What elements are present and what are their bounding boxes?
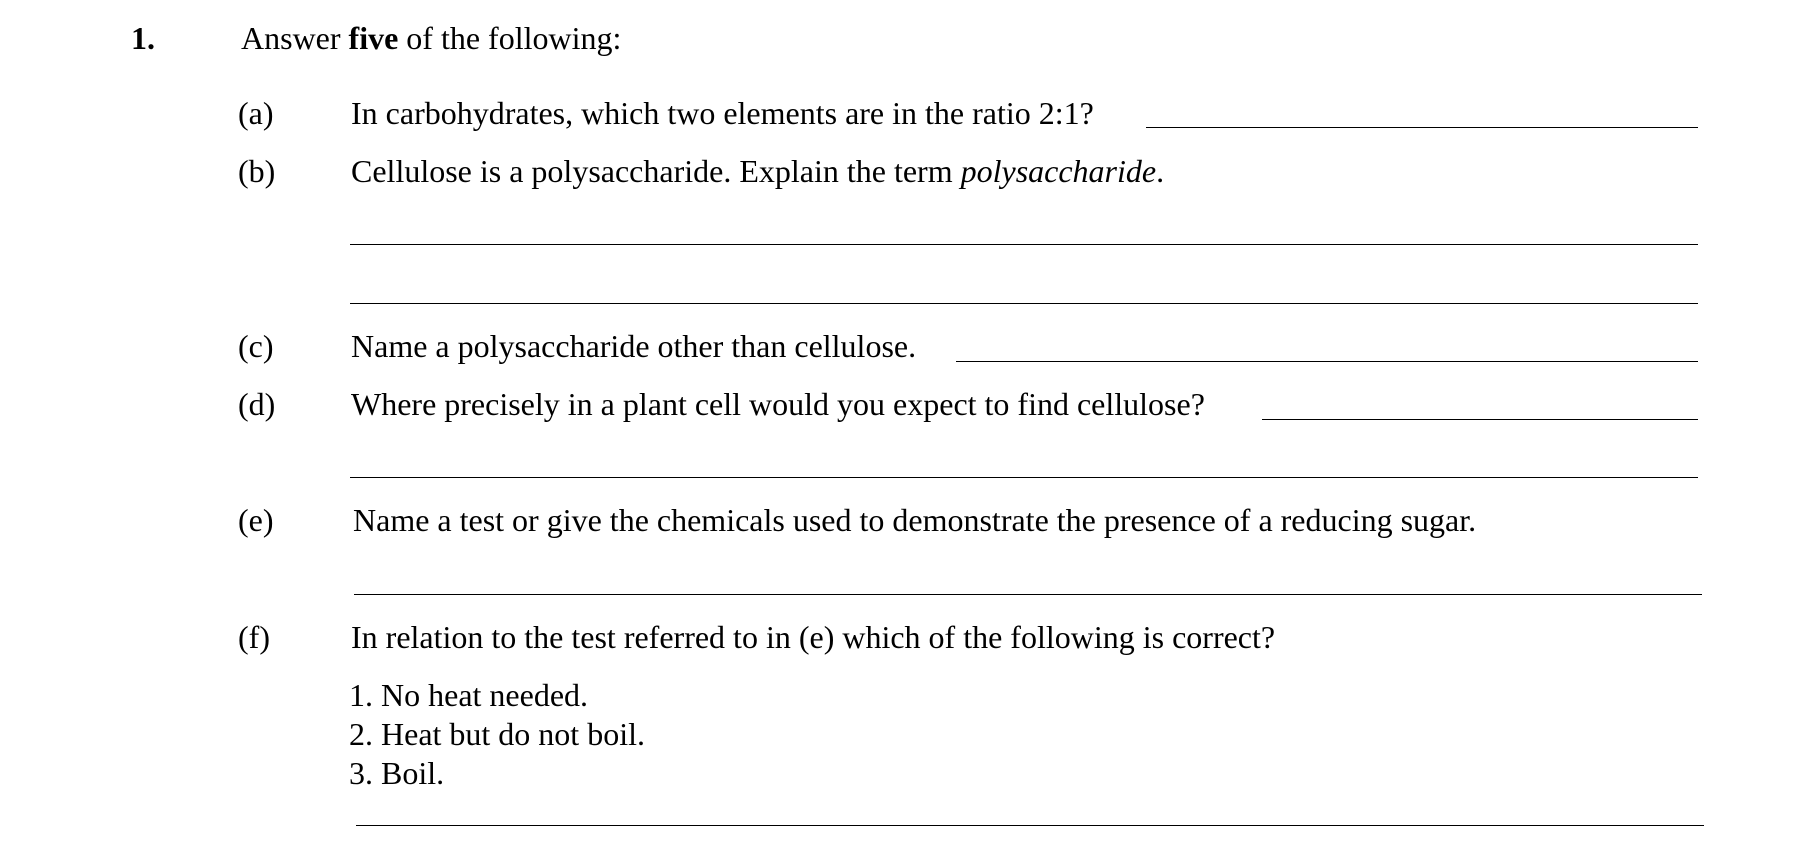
part-c-answer-line[interactable] (956, 361, 1698, 362)
part-f-label: (f) (238, 619, 270, 655)
part-c-label: (c) (238, 328, 274, 364)
part-f-option-2: 2. Heat but do not boil. (349, 716, 645, 752)
part-b-term: polysaccharide (960, 153, 1157, 189)
part-b-question (351, 155, 1164, 187)
part-a-question: In carbohydrates, which two elements are in the ratio 2:1? (351, 95, 1094, 131)
part-d-question: Where precisely in a plant cell would you expect to find cellulose? (351, 386, 1205, 422)
part-a-answer-line[interactable] (1146, 127, 1698, 128)
intro-emphasis: five (348, 20, 399, 56)
part-a-label: (a) (238, 95, 274, 131)
part-d-answer-line-2[interactable] (350, 477, 1698, 478)
intro-text-start: Answer (241, 20, 349, 56)
part-f-answer-line[interactable] (356, 825, 1704, 826)
part-b-answer-line-1[interactable] (350, 244, 1698, 245)
part-d-label: (d) (238, 386, 276, 422)
question-intro (241, 22, 621, 54)
part-f-option-1: 1. No heat needed. (349, 677, 589, 713)
part-c-question: Name a polysaccharide other than cellulose. (351, 328, 917, 364)
part-b-answer-line-2[interactable] (350, 303, 1698, 304)
part-b-text: Cellulose is a polysaccharide. Explain the term (351, 153, 961, 189)
part-b-label: (b) (238, 153, 276, 189)
part-f-option-3: 3. Boil. (349, 755, 445, 791)
part-e-answer-line[interactable] (354, 594, 1702, 595)
intro-text-end: of the following: (398, 20, 622, 56)
part-e-label: (e) (238, 502, 274, 538)
part-e-question: Name a test or give the chemicals used to demonstrate the presence of a reducing sugar. (353, 502, 1477, 538)
part-d-answer-line-1[interactable] (1262, 419, 1698, 420)
part-b-period: . (1156, 153, 1165, 189)
question-number: 1. (131, 20, 155, 56)
part-f-question: In relation to the test referred to in (e) which of the following is correct? (351, 619, 1276, 655)
